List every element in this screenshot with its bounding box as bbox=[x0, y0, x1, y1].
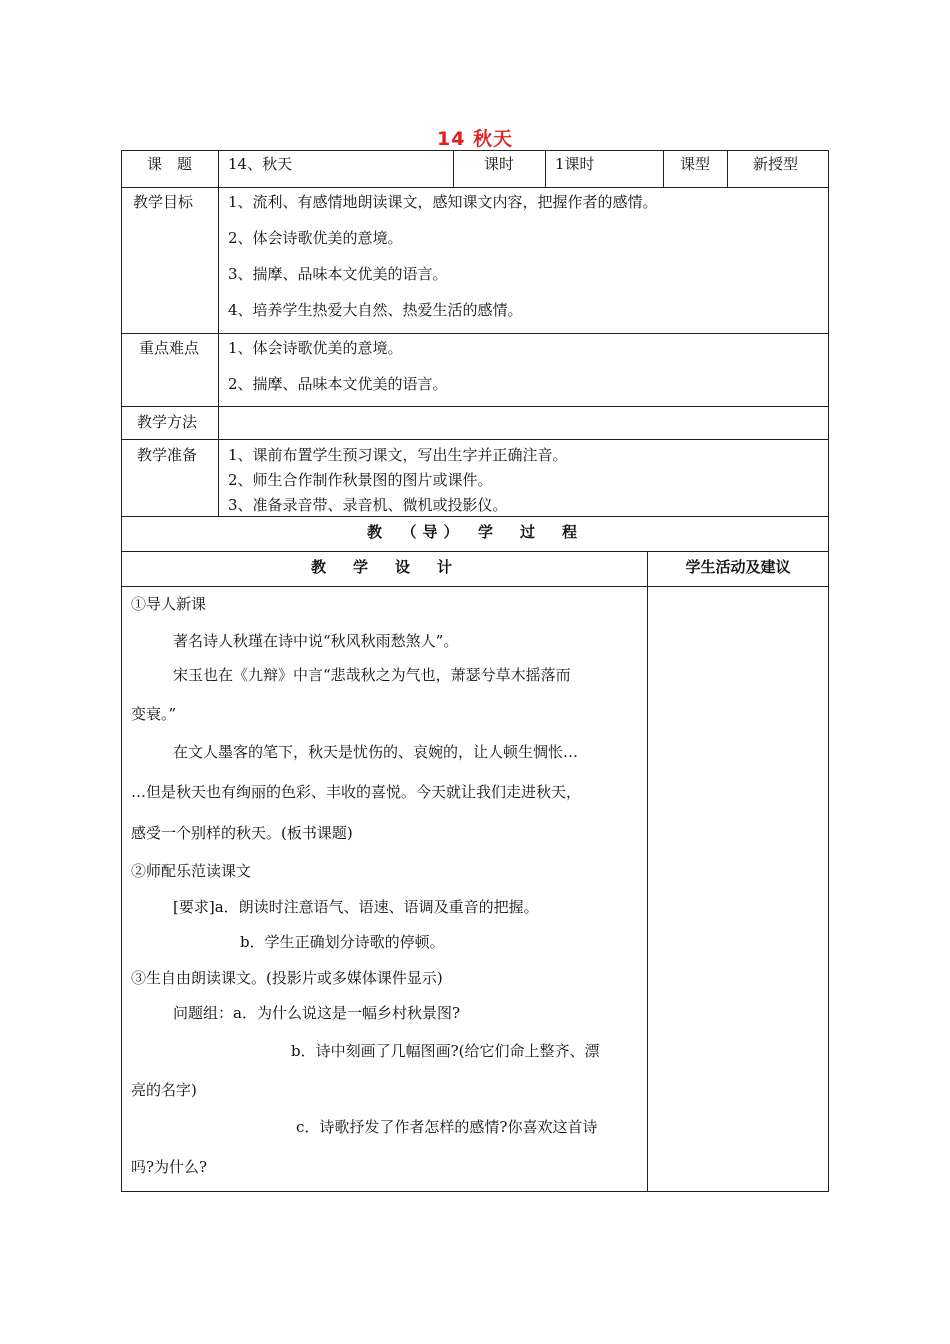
design-line: 在文人墨客的笔下，秋天是忧伤的、哀婉的，让人顿生惆怅… bbox=[173, 743, 579, 761]
topic-label: 课 题 bbox=[147, 155, 193, 173]
column-line bbox=[727, 150, 728, 187]
objective-item: 2、体会诗歌优美的意境。 bbox=[228, 229, 403, 247]
preparation-label: 教学准备 bbox=[137, 446, 198, 464]
design-line: c．诗歌抒发了作者怎样的感情?你喜欢这首诗 bbox=[296, 1118, 598, 1136]
design-line: 感受一个别样的秋天。(板书课题) bbox=[131, 824, 353, 842]
document-title: 14 秋天 bbox=[436, 128, 514, 150]
design-line: b．诗中刻画了几幅图画?(给它们命上整齐、漂 bbox=[291, 1042, 600, 1060]
hours-label: 课时 bbox=[484, 155, 515, 173]
hours-value: 1课时 bbox=[555, 155, 595, 173]
design-line: 宋玉也在《九辩》中言“悲哉秋之为气也，萧瑟兮草木摇落而 bbox=[173, 666, 571, 684]
row-line bbox=[121, 187, 829, 188]
design-line: b．学生正确划分诗歌的停顿。 bbox=[240, 933, 445, 951]
objectives-label: 教学目标 bbox=[133, 193, 194, 211]
activity-header: 学生活动及建议 bbox=[685, 558, 791, 576]
row-line bbox=[121, 586, 829, 587]
type-label: 课型 bbox=[680, 155, 711, 173]
row-line bbox=[121, 406, 829, 407]
preparation-item: 3、准备录音带、录音机、微机或投影仪。 bbox=[228, 496, 508, 514]
key-point-item: 1、体会诗歌优美的意境。 bbox=[228, 339, 403, 357]
objective-item: 3、揣摩、品味本文优美的语言。 bbox=[228, 265, 448, 283]
column-line bbox=[453, 150, 454, 187]
design-line: …但是秋天也有绚丽的色彩、丰收的喜悦。今天就让我们走进秋天， bbox=[131, 783, 582, 801]
design-header: 教 学 设 计 bbox=[310, 558, 458, 576]
column-line bbox=[545, 150, 546, 187]
row-line bbox=[121, 551, 829, 552]
row-line bbox=[121, 439, 829, 440]
row-line bbox=[121, 333, 829, 334]
topic-value: 14、秋天 bbox=[228, 155, 293, 173]
key-points-label: 重点难点 bbox=[139, 339, 200, 357]
preparation-item: 2、师生合作制作秋景图的图片或课件。 bbox=[228, 471, 493, 489]
design-line: 亮的名字) bbox=[131, 1081, 197, 1099]
row-line bbox=[121, 516, 829, 517]
design-line: ③生自由朗读课文。(投影片或多媒体课件显示) bbox=[131, 969, 443, 987]
column-line bbox=[828, 150, 829, 1192]
column-line bbox=[663, 150, 664, 187]
design-line: 问题组：a．为什么说这是一幅乡村秋景图? bbox=[173, 1004, 460, 1022]
key-point-item: 2、揣摩、品味本文优美的语言。 bbox=[228, 375, 448, 393]
column-line bbox=[647, 551, 648, 1192]
column-line bbox=[121, 150, 122, 1192]
column-line bbox=[218, 150, 219, 516]
type-value: 新授型 bbox=[753, 155, 799, 173]
design-line: ①导人新课 bbox=[131, 595, 207, 613]
objective-item: 4、培养学生热爱大自然、热爱生活的感情。 bbox=[228, 301, 523, 319]
design-line: 变衰。” bbox=[131, 705, 177, 723]
objective-item: 1、流利、有感情地朗读课文，感知课文内容，把握作者的感情。 bbox=[228, 193, 658, 211]
preparation-item: 1、课前布置学生预习课文，写出生字并正确注音。 bbox=[228, 446, 568, 464]
design-line: 吗?为什么? bbox=[131, 1158, 208, 1176]
process-header: 教 （导） 学 过 程 bbox=[366, 523, 583, 541]
design-line: 著名诗人秋瑾在诗中说“秋风秋雨愁煞人”。 bbox=[173, 632, 459, 650]
design-line: ②师配乐范读课文 bbox=[131, 862, 252, 880]
row-line bbox=[121, 150, 829, 151]
methods-label: 教学方法 bbox=[137, 413, 198, 431]
row-line bbox=[121, 1191, 829, 1192]
design-line: [要求]a．朗读时注意语气、语速、语调及重音的把握。 bbox=[173, 898, 539, 916]
